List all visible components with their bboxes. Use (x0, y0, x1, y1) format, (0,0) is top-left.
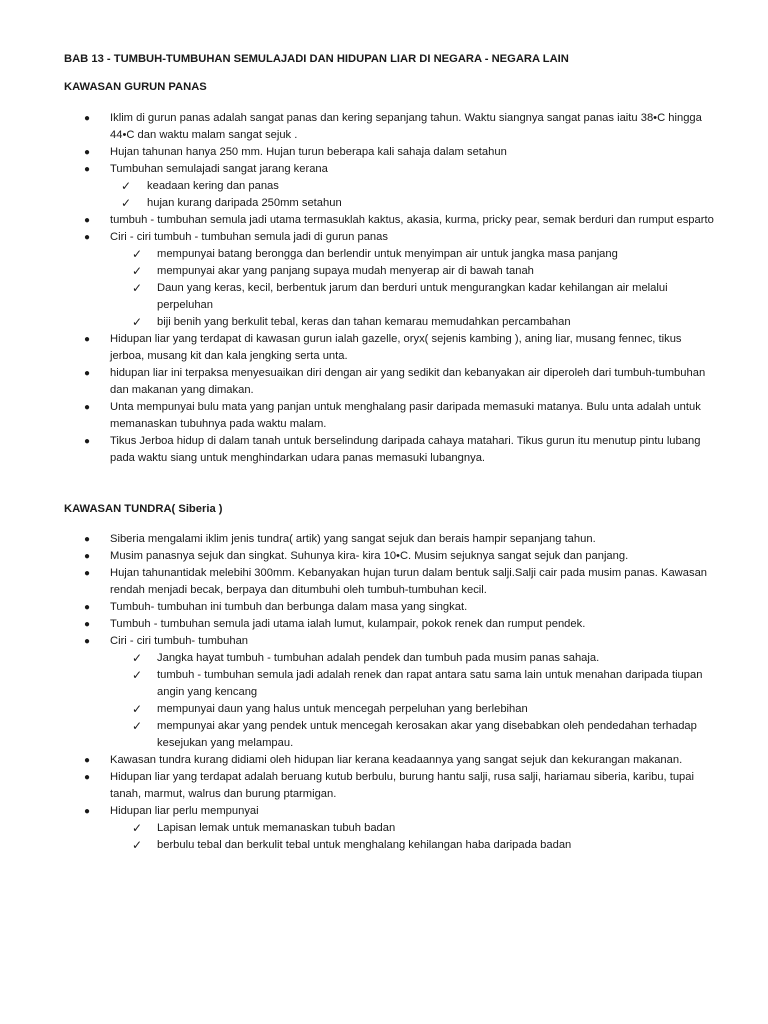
sub-list-item (0, 178, 768, 195)
list-item-text: Hujan tahunan hanya 250 mm. Hujan turun beberapa kali sahaja dalam setahun (110, 146, 507, 158)
sub-list-item-text: keadaan kering dan panas (147, 180, 279, 192)
list-item-text: Hidupan liar yang terdapat di kawasan gurun ialah gazelle, oryx( sejenis kambing ), aning liar, musang fennec, tikus jerboa, musang kit dan kala jengking serta unta. (110, 333, 682, 362)
sub-list-item-text: Daun yang keras, kecil, berbentuk jarum dan berduri untuk mengurangkan kadar kehilangan air melalui perpeluhan (157, 282, 668, 311)
list-item-text: hidupan liar ini terpaksa menyesuaikan diri dengan air yang sedikit dan kebanyakan air diperoleh dari tumbuh-tumbuhan dan makanan yang dimakan. (110, 367, 706, 396)
sub-list-item-text: mempunyai akar yang panjang supaya mudah menyerap air di bawah tanah (157, 265, 534, 277)
checkmark-icon: ✓ (132, 264, 143, 278)
list-item-text: Musim panasnya sejuk dan singkat. Suhunya kira- kira 10•C. Musim sejuknya sangat sejuk dan panjang. (110, 550, 629, 562)
bullet-dot-icon: ● (84, 806, 91, 817)
sub-list-item-text: Jangka hayat tumbuh - tumbuhan adalah pendek dan tumbuh pada musim panas sahaja. (157, 652, 600, 664)
sub-list-item (0, 667, 768, 701)
list-item-text: Iklim di gurun panas adalah sangat panas dan kering sepanjang tahun. Waktu siangnya sangat panas iaitu 38•C hingga 44•C dan waktu malam sangat sejuk . (110, 112, 702, 141)
sub-list-item (0, 701, 768, 718)
list-item-text: Hidupan liar perlu mempunyai (110, 805, 259, 817)
list-item-text: Hujan tahunantidak melebihi 300mm. Kebanyakan hujan turun dalam bentuk salji.Salji cair pada musim panas. Kawasan rendah menjadi becak, berpaya dan ditumbuhi oleh tumbuh-tumbuhan kecil. (110, 567, 708, 596)
list-item (0, 599, 768, 616)
sub-list-item-text: mempunyai akar yang pendek untuk mencegah kerosakan akar yang disebabkan oleh pendedahan terhadap kesejukan yang melampau. (157, 720, 697, 749)
bullet-dot-icon: ● (84, 334, 91, 345)
checkmark-icon: ✓ (132, 838, 143, 852)
list-item (0, 433, 768, 467)
list-item-text: Unta mempunyai bulu mata yang panjan untuk menghalang pasir daripada memasuki matanya. Bulu unta adalah untuk memanaskan tubuhnya pada waktu malam. (110, 401, 701, 430)
list-item-text: Tumbuh - tumbuhan semula jadi utama ialah lumut, kulampair, pokok renek dan rumput pendek. (110, 618, 586, 630)
list-item (0, 229, 768, 246)
sub-list-item (0, 195, 768, 212)
sub-list-item-text: Lapisan lemak untuk memanaskan tubuh badan (157, 822, 396, 834)
bullet-dot-icon: ● (84, 755, 91, 766)
list-item (0, 144, 768, 161)
list-item (0, 803, 768, 820)
sub-list-item (0, 314, 768, 331)
sub-list-item-text: mempunyai batang berongga dan berlendir untuk menyimpan air untuk jangka masa panjang (157, 248, 618, 260)
list-item (0, 565, 768, 599)
checkmark-icon: ✓ (132, 719, 143, 733)
bullet-dot-icon: ● (84, 113, 91, 124)
sub-list-item-text: hujan kurang daripada 250mm setahun (147, 197, 342, 209)
list-item (0, 365, 768, 399)
sub-list-item-text: biji benih yang berkulit tebal, keras dan tahan kemarau memudahkan percambahan (157, 316, 571, 328)
sub-list-item-text: berbulu tebal dan berkulit tebal untuk menghalang kehilangan haba daripada badan (157, 839, 572, 851)
bullet-dot-icon: ● (84, 402, 91, 413)
sub-list-item (0, 263, 768, 280)
checkmark-icon: ✓ (132, 651, 143, 665)
checkmark-icon: ✓ (132, 821, 143, 835)
sub-list-item (0, 837, 768, 854)
section-list-gurun (0, 110, 768, 467)
checkmark-icon: ✓ (132, 315, 143, 329)
bullet-dot-icon: ● (84, 232, 91, 243)
list-item (0, 752, 768, 769)
sub-list-item-text: tumbuh - tumbuhan semula jadi adalah renek dan rapat antara satu sama lain untuk menahan daripada tiupan angin yang kencang (157, 669, 703, 698)
list-item-text: tumbuh - tumbuhan semula jadi utama termasuklah kaktus, akasia, kurma, pricky pear, semak berduri dan rumput esparto (110, 214, 714, 226)
sub-list-item (0, 650, 768, 667)
list-item (0, 531, 768, 548)
list-item (0, 110, 768, 144)
checkmark-icon: ✓ (121, 196, 132, 210)
document-title: BAB 13 - TUMBUH-TUMBUHAN SEMULAJADI DAN HIDUPAN LIAR DI NEGARA - NEGARA LAIN (64, 53, 569, 65)
checkmark-icon: ✓ (121, 179, 132, 193)
list-item-text: Tikus Jerboa hidup di dalam tanah untuk berselindung daripada cahaya matahari. Tikus gurun itu menutup pintu lubang pada waktu siang untuk menghindarkan udara panas memasuki lubangnya. (110, 435, 701, 464)
list-item (0, 161, 768, 178)
list-item (0, 633, 768, 650)
sub-list-item (0, 718, 768, 752)
list-item-text: Tumbuh- tumbuhan ini tumbuh dan berbunga dalam masa yang singkat. (110, 601, 468, 613)
checkmark-icon: ✓ (132, 702, 143, 716)
sub-list-item (0, 246, 768, 263)
checkmark-icon: ✓ (132, 668, 143, 682)
bullet-dot-icon: ● (84, 436, 91, 447)
list-item-text: Ciri - ciri tumbuh- tumbuhan (110, 635, 249, 647)
checkmark-icon: ✓ (132, 247, 143, 261)
list-item (0, 616, 768, 633)
list-item (0, 769, 768, 803)
list-item-text: Kawasan tundra kurang didiami oleh hidupan liar kerana keadaannya yang sangat sejuk dan kekurangan makanan. (110, 754, 683, 766)
bullet-dot-icon: ● (84, 772, 91, 783)
list-item-text: Tumbuhan semulajadi sangat jarang kerana (110, 163, 328, 175)
list-item (0, 399, 768, 433)
sub-list-item-text: mempunyai daun yang halus untuk mencegah perpeluhan yang berlebihan (157, 703, 528, 715)
bullet-dot-icon: ● (84, 164, 91, 175)
bullet-dot-icon: ● (84, 551, 91, 562)
sub-list-item (0, 280, 768, 314)
list-item-text: Ciri - ciri tumbuh - tumbuhan semula jadi di gurun panas (110, 231, 388, 243)
bullet-dot-icon: ● (84, 215, 91, 226)
list-item (0, 212, 768, 229)
section-list-tundra (0, 531, 768, 854)
bullet-dot-icon: ● (84, 534, 91, 545)
bullet-dot-icon: ● (84, 568, 91, 579)
list-item (0, 548, 768, 565)
bullet-dot-icon: ● (84, 602, 91, 613)
sub-list-item (0, 820, 768, 837)
list-item-text: Hidupan liar yang terdapat adalah beruang kutub berbulu, burung hantu salji, rusa salji, hariamau siberia, karibu, tupai tanah, marmut, walrus dan burung ptarmigan. (110, 771, 694, 800)
checkmark-icon: ✓ (132, 281, 143, 295)
list-item (0, 331, 768, 365)
bullet-dot-icon: ● (84, 147, 91, 158)
bullet-dot-icon: ● (84, 368, 91, 379)
list-item-text: Siberia mengalami iklim jenis tundra( artik) yang sangat sejuk dan berais hampir sepanjang tahun. (110, 533, 596, 545)
section-heading-tundra: KAWASAN TUNDRA( Siberia ) (64, 503, 223, 515)
bullet-dot-icon: ● (84, 619, 91, 630)
bullet-dot-icon: ● (84, 636, 91, 647)
section-heading-gurun: KAWASAN GURUN PANAS (64, 81, 207, 93)
